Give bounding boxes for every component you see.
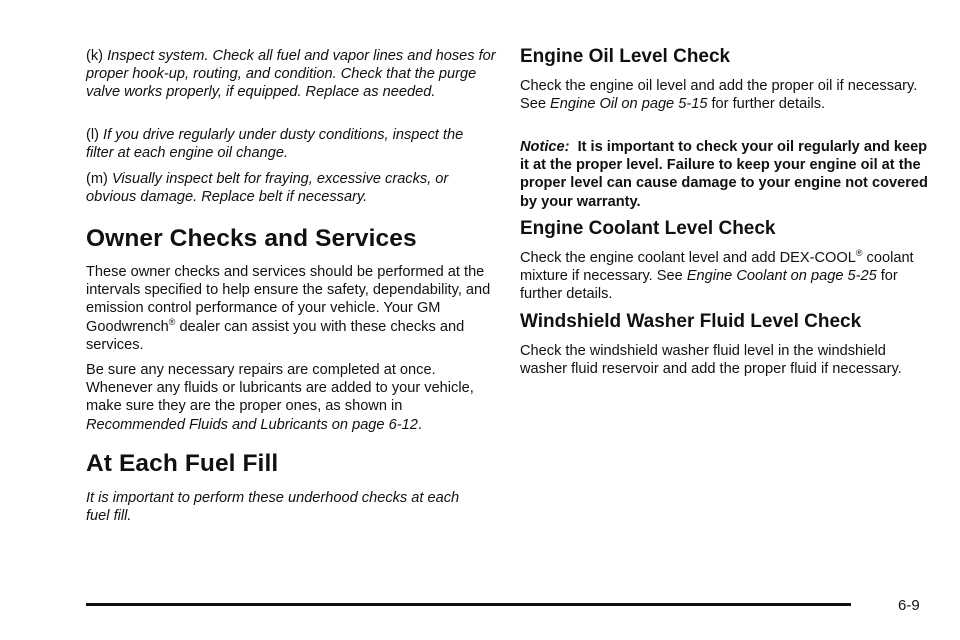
coolant-check-text: Check the engine coolant level and add DEX-COOL® coolant mixture if necessary. See Engine Coolant on page 5-25 for further details. bbox=[520, 248, 914, 303]
footer-rule bbox=[86, 603, 851, 606]
fluids-reference: Recommended Fluids and Lubricants on page 6-12 bbox=[86, 416, 418, 433]
engine-oil-reference: Engine Oil on page 5-15 bbox=[550, 96, 708, 113]
item-text: Inspect system. Check all fuel and vapor lines and hoses for proper hook-up, routing, and condition. Check that the purge valve works properly, if equipped. Replace as needed. bbox=[86, 48, 496, 101]
item-text: If you drive regularly under dusty conditions, inspect the filter at each engine oil change. bbox=[86, 127, 464, 162]
maintenance-item-k bbox=[86, 47, 496, 102]
owner-checks-paragraph-1: These owner checks and services should be performed at the intervals specified to help ensure the safety, dependability, and emission control performance of your vehicle. Your GM Goodwrench® dealer can assist you with these checks and services. bbox=[86, 264, 491, 353]
item-label: (m) bbox=[86, 171, 108, 187]
fuel-fill-heading: At Each Fuel Fill bbox=[86, 450, 279, 477]
coolant-check-heading: Engine Coolant Level Check bbox=[520, 218, 776, 239]
notice-text: It is important to check your oil regularly and keep it at the proper level. Failure to keep your engine oil at the proper level can cause damage to your engine not covered by your warranty. bbox=[520, 139, 928, 210]
oil-notice bbox=[520, 138, 930, 211]
oil-check-text: Check the engine oil level and add the proper oil if necessary. See Engine Oil on page 5-15 for further details. bbox=[520, 78, 918, 113]
page-number: 6-9 bbox=[898, 597, 920, 614]
maintenance-item-l bbox=[86, 126, 486, 162]
owner-checks-paragraph-2: Be sure any necessary repairs are completed at once. Whenever any fluids or lubricants are added to your vehicle, make sure they are the proper ones, as shown in Recommended Fluids and Lubricants on page 6-12. bbox=[86, 362, 474, 433]
oil-check-heading: Engine Oil Level Check bbox=[520, 46, 731, 67]
engine-coolant-reference: Engine Coolant on page 5-25 bbox=[686, 268, 877, 285]
notice-label: Notice: bbox=[520, 139, 570, 155]
maintenance-item-m bbox=[86, 170, 486, 206]
owner-checks-heading: Owner Checks and Services bbox=[86, 225, 417, 252]
item-label: (l) bbox=[86, 127, 99, 143]
item-label: (k) bbox=[86, 48, 104, 64]
fuel-fill-text: It is important to perform these underhood checks at each fuel fill. bbox=[86, 490, 460, 525]
washer-check-heading: Windshield Washer Fluid Level Check bbox=[520, 311, 862, 332]
washer-check-text: Check the windshield washer fluid level in the windshield washer fluid reservoir and add the proper fluid if necessary. bbox=[520, 343, 902, 378]
item-text: Visually inspect belt for fraying, excessive cracks, or obvious damage. Replace belt if necessary. bbox=[86, 171, 449, 206]
